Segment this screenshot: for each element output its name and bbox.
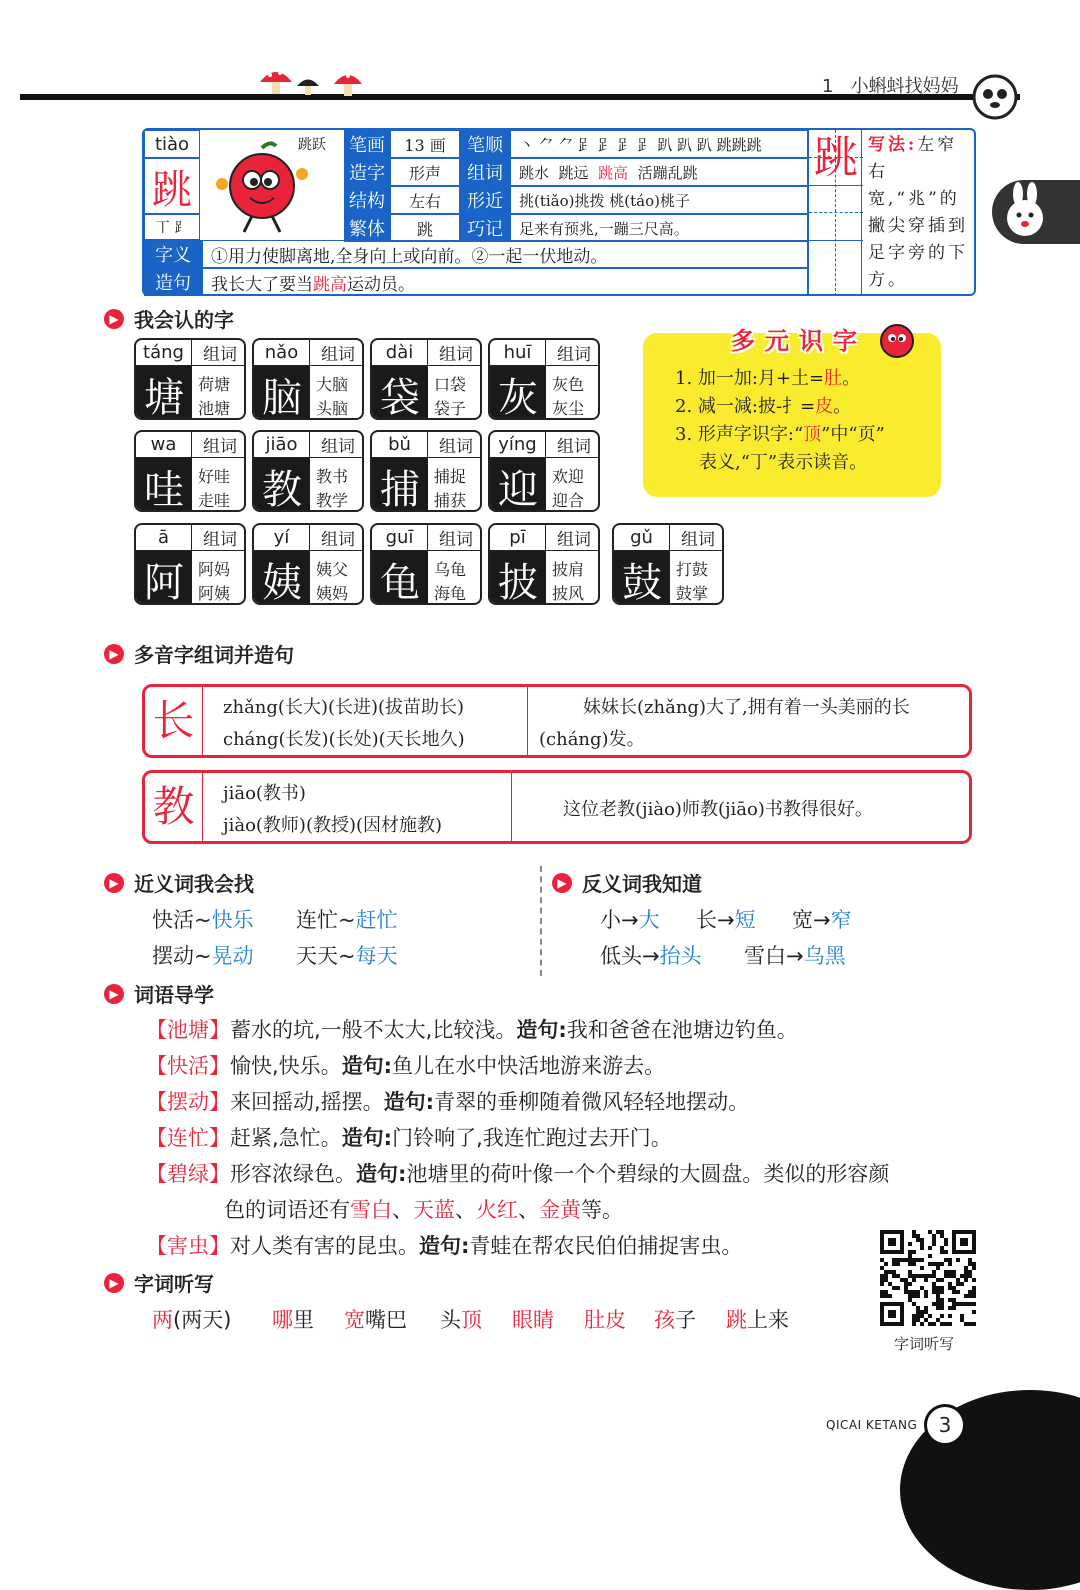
mascot-caption: 跳跃 [298, 137, 326, 153]
play-icon: ▶ [552, 873, 572, 893]
card-pinyin: tiào [144, 130, 200, 158]
mascot-area [202, 132, 342, 238]
section-antonyms: ▶ 反义词我知道 [552, 868, 702, 897]
tile-char: 教 [254, 458, 310, 512]
panda-icon [972, 74, 1018, 120]
section-polyphone: ▶ 多音字组词并造句 [104, 639, 294, 668]
tile-word: 大脑 [316, 375, 349, 394]
card-row-label: 巧记 [460, 214, 510, 242]
tile-pinyin: wa [136, 432, 192, 458]
polyphone-char: 长 [145, 687, 203, 755]
dictation-word: 宽嘴巴 [344, 1308, 407, 1332]
tile-label: 组词 [310, 525, 364, 551]
antonym-pair: 长→短 [696, 908, 756, 932]
synonym-pair: 摆动~晃动 [152, 944, 254, 968]
card-row-label: 结构 [344, 186, 390, 214]
polyphone-box [142, 684, 972, 758]
tile-word: 欢迎 [552, 467, 585, 486]
mushroom-icon [332, 70, 364, 98]
tile-word: 阿妈 [198, 560, 231, 579]
tile-char: 捕 [372, 458, 428, 512]
tile-label: 组词 [192, 525, 246, 551]
dictation-word: 眼睛 [512, 1308, 554, 1332]
tile-label: 组词 [546, 525, 600, 551]
tile-char: 披 [490, 551, 546, 605]
char-tile [370, 430, 482, 512]
character-card [142, 128, 976, 296]
tile-word: 口袋 [434, 375, 467, 394]
sentence-label: 造句 [144, 268, 202, 296]
antonym-pair: 宽→窄 [792, 908, 852, 932]
play-icon: ▶ [104, 309, 124, 329]
tile-char: 鼓 [614, 551, 670, 605]
card-stroke-sample: 丅 ⻊ [144, 214, 200, 240]
polyphone-reading: zhǎng(长大)(长进)(拔苗助长) [223, 697, 465, 718]
card-row-value: 足来有预兆,一蹦三尺高。 [510, 214, 808, 242]
tile-pinyin: bǔ [372, 432, 428, 458]
card-row-value: 13 画 [390, 130, 460, 158]
card-row-label: 繁体 [344, 214, 390, 242]
card-row-value: 形声 [390, 158, 460, 186]
writing-grid [808, 130, 862, 296]
tile-char: 龟 [372, 551, 428, 605]
tile-char: 塘 [136, 366, 192, 420]
section-dictation: ▶ 字词听写 [104, 1268, 214, 1297]
char-tile [370, 338, 482, 420]
tile-word: 捕获 [434, 491, 467, 510]
card-row-label: 笔画 [344, 130, 390, 158]
column-divider [540, 866, 542, 976]
tile-pinyin: huī [490, 340, 546, 366]
card-char: 跳 [144, 158, 200, 214]
tile-word: 打鼓 [676, 560, 709, 579]
tile-word: 荷塘 [198, 375, 231, 394]
tile-word: 教书 [316, 467, 349, 486]
tile-label: 组词 [428, 525, 482, 551]
polyphone-char: 教 [145, 773, 203, 841]
tile-word: 走哇 [198, 491, 231, 510]
polyphone-reading: jiào(教师)(教授)(因材施教) [223, 815, 443, 836]
card-row-label: 笔顺 [460, 130, 510, 158]
rabbit-icon [996, 180, 1056, 244]
tile-label: 组词 [546, 340, 600, 366]
multi-recognize-box [643, 327, 941, 497]
card-row-value: 左右 [390, 186, 460, 214]
play-icon: ▶ [104, 1273, 124, 1293]
tile-char: 脑 [254, 366, 310, 420]
qr-caption: 字词听写 [894, 1335, 955, 1353]
polyphone-reading: cháng(长发)(长处)(天长地久) [223, 729, 465, 750]
tile-label: 组词 [310, 340, 364, 366]
tile-char: 灰 [490, 366, 546, 420]
char-tile [488, 523, 600, 605]
tile-word: 迎合 [552, 491, 585, 510]
polyphone-reading: jiāo(教书) [223, 783, 306, 804]
page-number: 3 [924, 1404, 966, 1446]
dictation-word: 两(两天) [152, 1308, 232, 1332]
sentence-text: 我长大了要当 跳高 运动员。 [202, 268, 808, 296]
tile-word: 头脑 [316, 399, 349, 418]
tile-pinyin: nǎo [254, 340, 310, 366]
play-icon: ▶ [104, 873, 124, 893]
section-words: ▶ 词语导学 [104, 979, 214, 1008]
tile-label: 组词 [546, 432, 600, 458]
synonym-pair: 连忙~赶忙 [296, 908, 398, 932]
tile-word: 披风 [552, 584, 585, 603]
char-tile [252, 523, 364, 605]
tile-word: 灰色 [552, 375, 585, 394]
polyphone-sentence: 这位老教(jiào)师教(jiāo)书教得很好。 [563, 799, 873, 820]
tile-label: 组词 [192, 340, 246, 366]
mushroom-icon [258, 66, 294, 96]
tile-char: 哇 [136, 458, 192, 512]
char-tile [370, 523, 482, 605]
play-icon: ▶ [104, 644, 124, 664]
dictation-word: 孩子 [654, 1308, 696, 1332]
play-icon: ▶ [104, 984, 124, 1004]
tile-pinyin: pī [490, 525, 546, 551]
side-tab [992, 180, 1080, 244]
word-entry: 【摆动】来回摇动,摇摆。造句:青翠的垂柳随着微风轻轻地摆动。 [146, 1090, 750, 1114]
polyphone-sentence: 妹妹长(zhǎng)大了,拥有着一头美丽的长 [583, 697, 910, 718]
char-tile [252, 338, 364, 420]
tile-word: 袋子 [434, 399, 467, 418]
dictation-word: 跳上来 [726, 1308, 789, 1332]
char-tile [488, 430, 600, 512]
char-tile [134, 430, 246, 512]
card-row-label: 造字 [344, 158, 390, 186]
tile-label: 组词 [192, 432, 246, 458]
char-tile [612, 523, 724, 605]
polyphone-box [142, 770, 972, 844]
antonym-pair: 雪白→乌黑 [744, 944, 846, 968]
card-row-value: 挑(tiǎo)挑拨 桃(táo)桃子 [510, 186, 808, 214]
dictation-word: 肚皮 [584, 1308, 626, 1332]
tile-char: 姨 [254, 551, 310, 605]
tile-label: 组词 [428, 340, 482, 366]
card-row-label: 形近 [460, 186, 510, 214]
section-synonyms: ▶ 近义词我会找 [104, 868, 254, 897]
tile-pinyin: táng [136, 340, 192, 366]
tile-word: 教学 [316, 491, 349, 510]
card-row-value: 跳水 跳远 跳高 活蹦乱跳 [510, 158, 808, 186]
word-entry: 【池塘】蓄水的坑,一般不太大,比较浅。造句:我和爸爸在池塘边钓鱼。 [146, 1018, 798, 1042]
tile-pinyin: yíng [490, 432, 546, 458]
tile-label: 组词 [310, 432, 364, 458]
section-recognize: ▶ 我会认的字 [104, 304, 234, 333]
tile-word: 好哇 [198, 467, 231, 486]
tile-label: 组词 [428, 432, 482, 458]
tile-word: 捕捉 [434, 467, 467, 486]
tile-word: 海龟 [434, 584, 467, 603]
tile-word: 披肩 [552, 560, 585, 579]
meaning-label: 字义 [144, 240, 202, 268]
tile-pinyin: yí [254, 525, 310, 551]
qr-code[interactable] [880, 1230, 976, 1326]
word-entry: 【快活】愉快,快乐。造句:鱼儿在水中快活地游来游去。 [146, 1054, 666, 1078]
word-entry: 【连忙】赶紧,急忙。造句:门铃响了,我连忙跑过去开门。 [146, 1126, 672, 1150]
antonym-pair: 小→大 [600, 908, 660, 932]
tile-label: 组词 [670, 525, 724, 551]
antonym-pair: 低头→抬头 [600, 944, 702, 968]
synonym-pair: 快活~快乐 [152, 908, 254, 932]
tile-char: 袋 [372, 366, 428, 420]
char-tile [488, 338, 600, 420]
tile-pinyin: gǔ [614, 525, 670, 551]
meaning-text: ①用力使脚离地,全身向上或向前。②一起一伏地动。 [202, 240, 808, 268]
apple-mascot-icon [212, 140, 312, 236]
tile-word: 阿姨 [198, 584, 231, 603]
tile-pinyin: guī [372, 525, 428, 551]
footer-brand: QICAI KETANG [826, 1418, 918, 1432]
tile-word: 鼓掌 [676, 584, 709, 603]
tile-word: 灰尘 [552, 399, 585, 418]
tile-word: 姨父 [316, 560, 349, 579]
card-row-label: 组词 [460, 158, 510, 186]
word-entry-cont: 色的词语还有雪白、天蓝、火红、金黄等。 [224, 1198, 623, 1222]
card-row-value: 跳 [390, 214, 460, 242]
char-tile [134, 338, 246, 420]
tile-word: 姨妈 [316, 584, 349, 603]
dictation-word: 头顶 [440, 1308, 482, 1332]
write-tip: 写法:左窄右宽,“兆”的撇尖穿插到足字旁的下方。 [868, 135, 968, 290]
chapter-title: 1 小蝌蚪找妈妈 [822, 76, 959, 97]
write-char: 跳 [814, 132, 858, 183]
tile-word: 池塘 [198, 399, 231, 418]
synonym-pair: 天天~每天 [296, 944, 398, 968]
card-row-value: 丶 ⺈ ⺈ 𧾷 𧾷 𧾷 𧾷 趴 趴 趴 跳跳跳 [510, 130, 808, 158]
multi-recognize-title: 多元识字 [731, 327, 867, 355]
tile-pinyin: dài [372, 340, 428, 366]
char-tile [252, 430, 364, 512]
multi-recognize-list: 1. 加一加:月+土=肚。 2. 减一减:披-扌=皮。 3. 形声字识字:“顶”中“页” 表义,“丁”表示读音。 [675, 368, 885, 473]
tile-word: 乌龟 [434, 560, 467, 579]
char-tile [134, 523, 246, 605]
dictation-word: 哪里 [272, 1308, 314, 1332]
tile-pinyin: jiāo [254, 432, 310, 458]
mushroom-icon [296, 76, 320, 96]
tile-pinyin: ā [136, 525, 192, 551]
tile-char: 迎 [490, 458, 546, 512]
apple-mascot-icon [875, 319, 921, 361]
tile-char: 阿 [136, 551, 192, 605]
polyphone-sentence: (cháng)发。 [539, 729, 645, 750]
word-entry: 【害虫】对人类有害的昆虫。造句:青蛙在帮农民伯伯捕捉害虫。 [146, 1234, 743, 1258]
word-entry: 【碧绿】形容浓绿色。造句:池塘里的荷叶像一个个碧绿的大圆盘。类似的形容颜 [146, 1162, 890, 1186]
